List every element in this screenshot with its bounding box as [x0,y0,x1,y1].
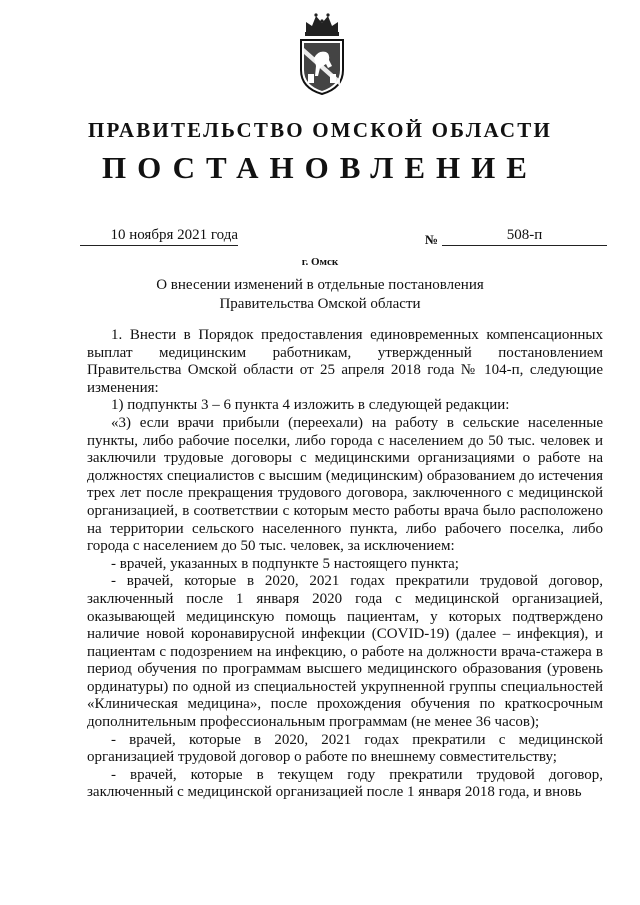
paragraph: - врачей, которые в текущем году прекратили трудовой договор, заключенный с медицинской организацией после 1 января 2018 года, и вновь [87,766,603,801]
subject-line-1: О внесении изменений в отдельные постановления [156,277,484,293]
city-name: г. Омск [301,256,339,268]
number-sign: № [425,232,439,247]
document-subject [150,276,490,314]
paragraph: «3) если врачи прибыли (переехали) на работу в сельские населенные пункты, либо рабочие поселки, либо города с населением до 50 тыс. человек и заключили трудовые договоры с медицинскими организациями о работе на должностях специалистов с высшим (медицинским) образованием до истечения трех лет после прекращения трудового договора, заключенного с медицинской организацией, в соответствии с которым место работы врача было расположено на территории сельского населенного пункта, либо рабочего поселка, либо города с населением до 50 тыс. человек, за исключением: [87,414,603,555]
paragraph: 1) подпункты 3 – 6 пункта 4 изложить в следующей редакции: [111,397,510,414]
paragraph: - врачей, которые в 2020, 2021 годах прекратили с медицинской организацией трудовой договор о работе по внешнему совместительству; [87,731,603,766]
document-body [87,327,603,802]
document-type-heading: ПОСТАНОВЛЕНИЕ [102,150,538,185]
omsk-coat-of-arms-emblem [296,10,348,96]
document-date: 10 ноября 2021 года [80,227,238,246]
paragraph: - врачей, которые в 2020, 2021 годах прекратили трудовой договор, заключенный после 1 января 2020 года с медицинской организацией, оказывающей медицинскую помощь пациентам, у которых подтверждено наличие новой коронавирусной инфекции (COVID-19) (далее – инфекция), и пациентам с подозрением на инфекцию, о работе на должности врача-стажера в период обучения по программам высшего медицинского образования (уровень ординатуры) по одной из специальностей укрупненной группы специальностей «Клиническая медицина», после прохождения обучения по краткосрочным дополнительным профессиональным программам (не менее 36 часов); [87,573,603,731]
document-number: 508-п [442,227,607,246]
paragraph: - врачей, указанных в подпункте 5 настоящего пункта; [111,555,459,572]
subject-line-2: Правительства Омской области [219,296,421,312]
government-heading: ПРАВИТЕЛЬСТВО ОМСКОЙ ОБЛАСТИ [87,118,552,142]
paragraph: 1. Внести в Порядок предоставления единовременных компенсационных выплат медицинским работникам, утвержденный постановлением Правительства Омской области от 25 апреля 2018 года № 104-п, следующие изменения: [87,327,603,396]
